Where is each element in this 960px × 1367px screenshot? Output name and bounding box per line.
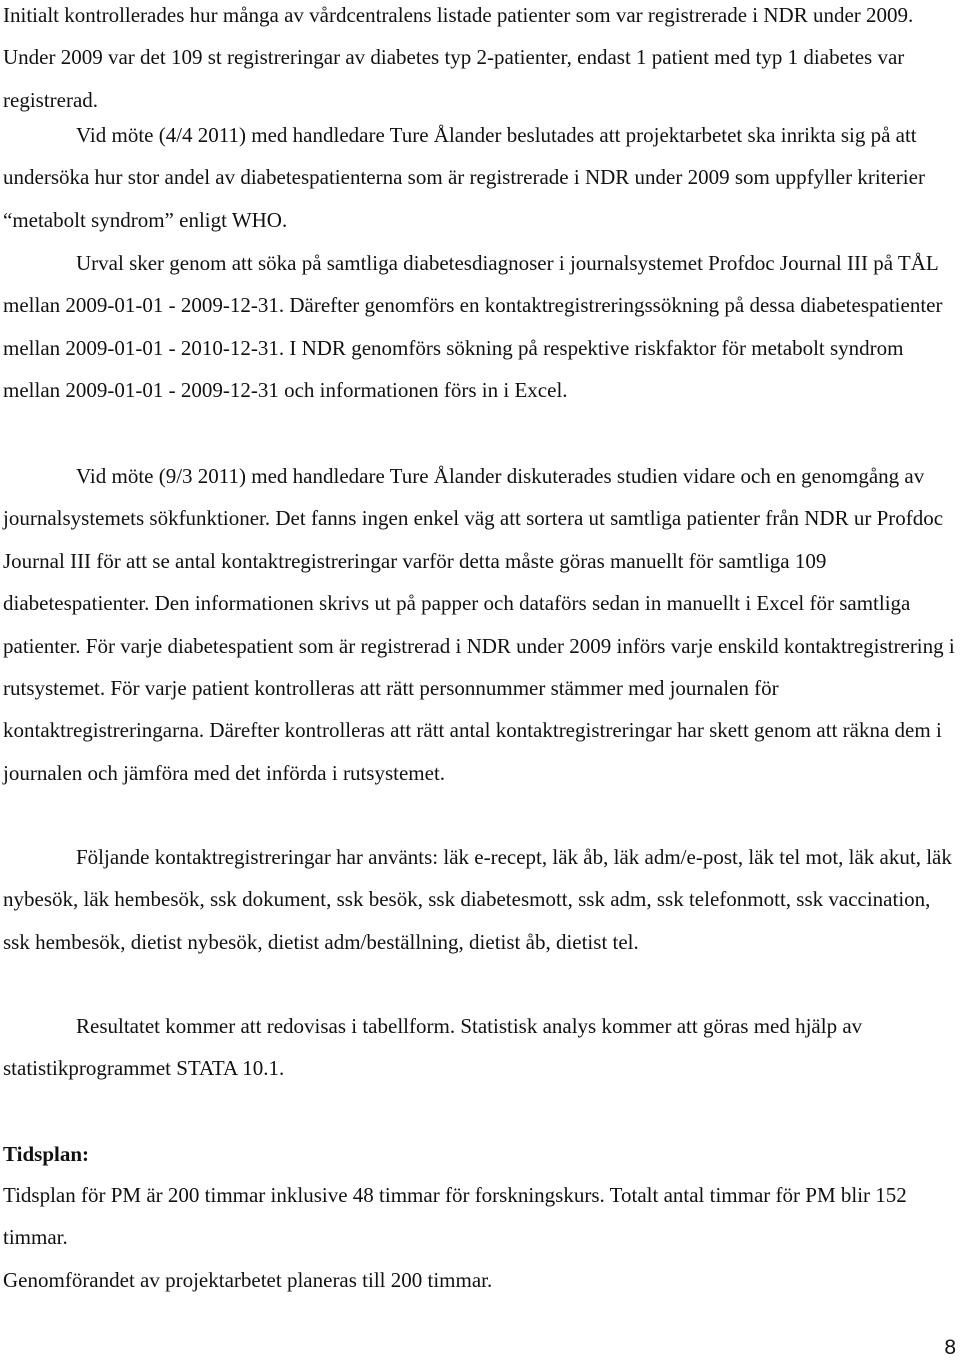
paragraph-initial-control: Initialt kontrollerades hur många av vårdcentralens listade patienter som var registrerade i NDR under 2009. Under 2009 var det 109 st registreringar av diabetes typ 2-patienter, endast 1 patient med typ 1 diabetes var registrerad. <box>3 3 914 112</box>
paragraph-schedule-hours: Tidsplan för PM är 200 timmar inklusive 48 timmar för forskningskurs. Totalt antal timmar för PM blir 152 timmar. <box>3 1183 907 1250</box>
schedule-heading: Tidsplan: <box>3 1142 89 1166</box>
paragraph-schedule-plan: Genomförandet av projektarbetet planeras till 200 timmar. <box>3 1268 493 1292</box>
paragraph-selection-method: Urval sker genom att söka på samtliga diabetesdiagnoser i journalsystemet Profdoc Journal III på TÅL mellan 2009-01-01 - 2009-12-31. Därefter genomförs en kontaktregistreringssökning på dessa diabetespatienter mellan 2009-01-01 - 2010-12-31. I NDR genomförs sökning på respektive riskfaktor för metabolt syndrom mellan 2009-01-01 - 2009-12-31 och informationen förs in i Excel. <box>3 251 943 403</box>
page-number: 8 <box>944 1336 956 1359</box>
paragraph-contact-registrations: Följande kontaktregistreringar har använts: läk e-recept, läk åb, läk adm/e-post, läk tel mot, läk akut, läk nybesök, läk hembesök, ssk dokument, ssk besök, ssk diabetesmott, ssk adm, ssk telefonmott, ssk vaccination, ssk hembesök, dietist nybesök, dietist adm/beställning, dietist åb, dietist tel. <box>3 845 952 954</box>
paragraph-meeting-march: Vid möte (9/3 2011) med handledare Ture Ålander diskuterades studien vidare och en genomgång av journalsystemets sökfunktioner. Det fanns ingen enkel väg att sortera ut samtliga patienter från NDR ur Profdoc Journal III för att se antal kontaktregistreringar varför detta måste göras manuellt för samtliga 109 diabetespatienter. Den informationen skrivs ut på papper och dataförs sedan in manuellt i Excel för samtliga patienter. För varje diabetespatient som är registrerad i NDR under 2009 införs varje enskild kontaktregistrering i rutsystemet. För varje patient kontrolleras att rätt personnummer stämmer med journalen för kontaktregistreringarna. Därefter kontrolleras att rätt antal kontaktregistreringar har skett genom att räkna dem i journalen och jämföra med det införda i rutsystemet. <box>3 464 955 785</box>
paragraph-results: Resultatet kommer att redovisas i tabellform. Statistisk analys kommer att göras med hjälp av statistikprogrammet STATA 10.1. <box>3 1014 863 1081</box>
paragraph-meeting-april: Vid möte (4/4 2011) med handledare Ture Ålander beslutades att projektarbetet ska inrikta sig på att undersöka hur stor andel av diabetespatienterna som är registrerade i NDR under 2009 som uppfyller kriterier “metabolt syndrom” enligt WHO. <box>3 123 925 232</box>
